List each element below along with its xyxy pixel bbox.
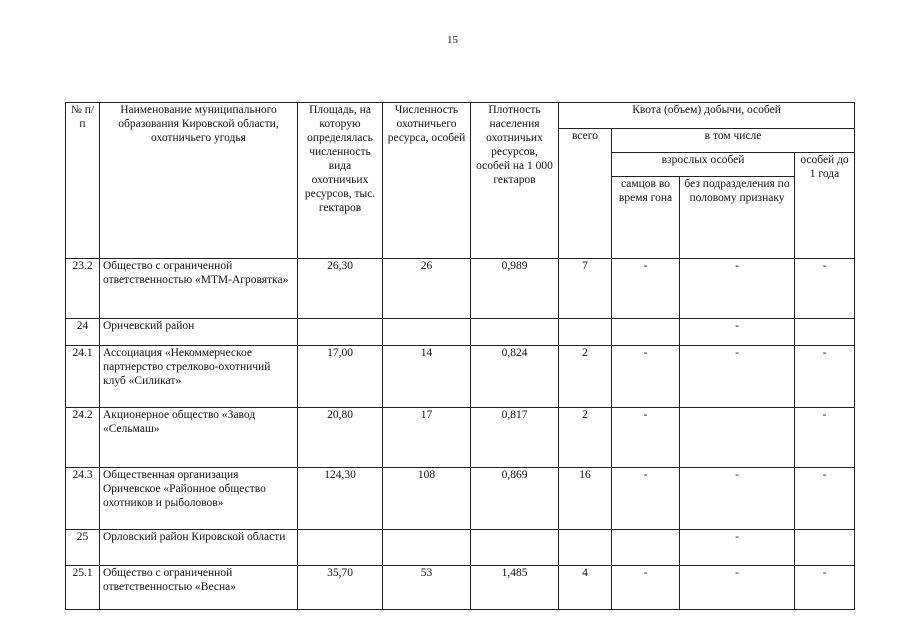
row-num: 23.2 bbox=[66, 259, 100, 319]
row-area: 124,30 bbox=[298, 468, 383, 530]
row-count bbox=[383, 530, 471, 566]
row-nosex: - bbox=[680, 530, 795, 566]
page-number: 15 bbox=[447, 34, 458, 46]
row-total: 7 bbox=[559, 259, 612, 319]
row-males: - bbox=[612, 346, 680, 408]
row-nosex: - bbox=[680, 319, 795, 346]
row-under1: - bbox=[795, 468, 855, 530]
table-row bbox=[66, 319, 855, 346]
row-total bbox=[559, 530, 612, 566]
row-males: - bbox=[612, 408, 680, 468]
header-area: Площадь, на которую определялась численность вида охотничьих ресурсов, тыс. гектаров bbox=[298, 103, 383, 259]
row-under1: - bbox=[795, 566, 855, 610]
row-count: 17 bbox=[383, 408, 471, 468]
header-density: Плотность населения охотничьих ресурсов, особей на 1 000 гектаров bbox=[471, 103, 559, 259]
row-density: 0,817 bbox=[471, 408, 559, 468]
row-name: Общественная организация Оричевское «Районное общество охотников и рыболовов» bbox=[100, 468, 298, 530]
row-nosex: - bbox=[680, 346, 795, 408]
row-area: 26,30 bbox=[298, 259, 383, 319]
row-area bbox=[298, 530, 383, 566]
row-name: Орловский район Кировской области bbox=[100, 530, 298, 566]
row-total: 4 bbox=[559, 566, 612, 610]
row-total: 2 bbox=[559, 346, 612, 408]
row-num: 25 bbox=[66, 530, 100, 566]
header-quota: Квота (объем) добычи, особей bbox=[559, 103, 855, 129]
header-under1: особей до 1 года bbox=[795, 153, 855, 259]
table-row bbox=[66, 468, 855, 530]
header-num: № п/п bbox=[66, 103, 100, 259]
header-name: Наименование муниципального образования Кировской области, охотничьего угодья bbox=[100, 103, 298, 259]
row-nosex: - bbox=[680, 468, 795, 530]
row-area: 20,80 bbox=[298, 408, 383, 468]
row-males: - bbox=[612, 259, 680, 319]
row-density bbox=[471, 530, 559, 566]
row-name: Акционерное общество «Завод «Сельмаш» bbox=[100, 408, 298, 468]
row-density: 0,869 bbox=[471, 468, 559, 530]
row-name: Оричевский район bbox=[100, 319, 298, 346]
row-area: 35,70 bbox=[298, 566, 383, 610]
row-males bbox=[612, 319, 680, 346]
table-row bbox=[66, 566, 855, 610]
row-males bbox=[612, 530, 680, 566]
table-row bbox=[66, 346, 855, 408]
row-under1: - bbox=[795, 408, 855, 468]
quota-table bbox=[65, 102, 855, 610]
row-density bbox=[471, 319, 559, 346]
row-count: 108 bbox=[383, 468, 471, 530]
table-row bbox=[66, 530, 855, 566]
row-total bbox=[559, 319, 612, 346]
row-count: 14 bbox=[383, 346, 471, 408]
row-name: Общество с ограниченной ответственностью «МТМ-Агровятка» bbox=[100, 259, 298, 319]
table-row bbox=[66, 408, 855, 468]
row-density: 1,485 bbox=[471, 566, 559, 610]
header-males: самцов во время гона bbox=[612, 177, 680, 259]
row-nosex: - bbox=[680, 259, 795, 319]
row-density: 0,824 bbox=[471, 346, 559, 408]
row-density: 0,989 bbox=[471, 259, 559, 319]
row-area bbox=[298, 319, 383, 346]
row-nosex: - bbox=[680, 566, 795, 610]
row-num: 24.2 bbox=[66, 408, 100, 468]
row-name: Общество с ограниченной ответственностью «Весна» bbox=[100, 566, 298, 610]
row-count: 53 bbox=[383, 566, 471, 610]
row-under1 bbox=[795, 319, 855, 346]
row-under1: - bbox=[795, 259, 855, 319]
row-num: 24.3 bbox=[66, 468, 100, 530]
row-under1: - bbox=[795, 346, 855, 408]
table-row bbox=[66, 259, 855, 319]
row-total: 2 bbox=[559, 408, 612, 468]
row-num: 24.1 bbox=[66, 346, 100, 408]
row-name: Ассоциация «Некоммерческое партнерство стрелково-охотничий клуб «Силикат» bbox=[100, 346, 298, 408]
row-count: 26 bbox=[383, 259, 471, 319]
row-total: 16 bbox=[559, 468, 612, 530]
header-count: Численность охотничьего ресурса, особей bbox=[383, 103, 471, 259]
header-nosex: без подразделения по половому признаку bbox=[680, 177, 795, 259]
row-area: 17,00 bbox=[298, 346, 383, 408]
header-total: всего bbox=[559, 129, 612, 259]
row-males: - bbox=[612, 566, 680, 610]
row-nosex bbox=[680, 408, 795, 468]
row-under1 bbox=[795, 530, 855, 566]
row-count bbox=[383, 319, 471, 346]
row-num: 25.1 bbox=[66, 566, 100, 610]
header-adults: взрослых особей bbox=[612, 153, 795, 177]
row-num: 24 bbox=[66, 319, 100, 346]
header-row-1 bbox=[66, 103, 855, 129]
header-including: в том числе bbox=[612, 129, 855, 153]
row-males: - bbox=[612, 468, 680, 530]
